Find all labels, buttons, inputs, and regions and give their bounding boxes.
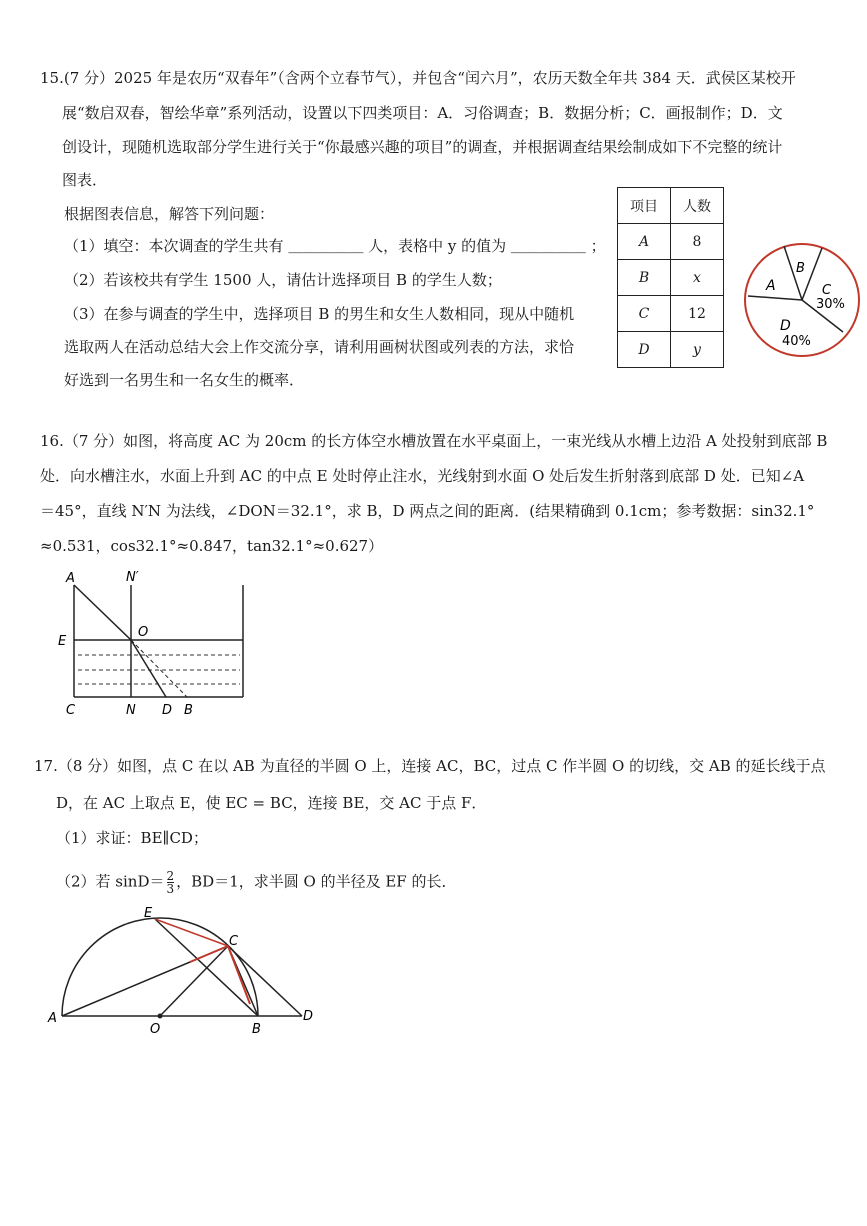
pie-label-b: B bbox=[796, 261, 805, 276]
label-b: B bbox=[184, 703, 193, 718]
semicircle bbox=[62, 918, 258, 1016]
q17-part-2-suffix: ，BD＝1，求半圆 O 的半径及 EF 的长． bbox=[176, 872, 457, 891]
q16-line-2: 处．向水槽注水，水面上升到 AC 的中点 E 处时停止注水，光线射到水面 O 处后发生折射落到底部 D 处．已知∠A bbox=[40, 467, 805, 485]
table-cell: y bbox=[671, 332, 724, 368]
label-e: E bbox=[58, 634, 67, 649]
q16-line-4: ≈0.531，cos32.1°≈0.847，tan32.1°≈0.627） bbox=[40, 537, 384, 555]
table-cell: C bbox=[618, 296, 671, 332]
fraction-denominator: 3 bbox=[166, 882, 175, 896]
label-c: C bbox=[66, 703, 76, 718]
label-a: A bbox=[66, 571, 75, 586]
table-cell: 8 bbox=[671, 224, 724, 260]
q15-line-1: 15.(7 分）2025 年是农历“双春年”（含两个立春节气），并包含“闰六月”，农历天数全年共 384 天．武侯区某校开 bbox=[40, 69, 796, 87]
label-o: O bbox=[138, 625, 149, 640]
label-d: D bbox=[162, 703, 173, 718]
q16-line-1: 16.（7 分）如图，将高度 AC 为 20cm 的长方体空水槽放置在水平桌面上，一束光线从水槽上边沿 A 处投射到底部 B bbox=[40, 432, 828, 450]
table-cell: 12 bbox=[671, 296, 724, 332]
pie-label-a: A bbox=[766, 278, 776, 294]
table-cell: B bbox=[618, 260, 671, 296]
red-segment bbox=[228, 946, 250, 1004]
segment-be bbox=[155, 919, 258, 1016]
label-c: C bbox=[229, 934, 239, 949]
q17-part-1: （1）求证：BE∥CD； bbox=[56, 829, 208, 847]
table-cell: A bbox=[618, 224, 671, 260]
label-n: N bbox=[126, 703, 136, 718]
q15-line-3: 创设计，现随机选取部分学生进行关于“你最感兴趣的项目”的调查，并根据调查结果绘制成如下不完整的统计 bbox=[62, 138, 783, 156]
q15-part-1: （1）填空：本次调查的学生共有 ＿＿＿＿＿ 人，表格中 y 的值为 ＿＿＿＿＿ ； bbox=[64, 237, 606, 255]
q15-line-9: 选取两人在活动总结大会上作交流分享，请利用画树状图或列表的方法，求恰 bbox=[64, 338, 575, 356]
q15-line-4: 图表． bbox=[62, 171, 108, 189]
label-a: A bbox=[48, 1011, 57, 1026]
q15-part-3: （3）在参与调查的学生中，选择项目 B 的男生和女生人数相同，现从中随机 bbox=[64, 305, 575, 323]
q15-part-2: （2）若该校共有学生 1500 人，请估计选择项目 B 的学生人数； bbox=[64, 271, 502, 289]
label-e: E bbox=[144, 906, 153, 921]
label-o: O bbox=[150, 1022, 161, 1037]
label-d: D bbox=[303, 1009, 314, 1024]
table-header-count: 人数 bbox=[671, 188, 724, 224]
table-cell: x bbox=[671, 260, 724, 296]
table-header-item: 项目 bbox=[618, 188, 671, 224]
label-b: B bbox=[252, 1022, 261, 1037]
pie-label-c: C bbox=[822, 283, 832, 298]
q17-part-2-prefix: （2）若 sinD＝ bbox=[56, 872, 165, 891]
label-n-prime: N′ bbox=[126, 570, 139, 585]
q15-line-10: 好选到一名男生和一名女生的概率． bbox=[64, 371, 305, 389]
q16-line-3: ＝45°，直线 N′N 为法线，∠DON＝32.1°，求 B，D 两点之间的距离．(结果精确到 0.1cm；参考数据：sin32.1° bbox=[40, 502, 815, 520]
table-cell: D bbox=[618, 332, 671, 368]
pie-pct-c: 30% bbox=[816, 297, 845, 312]
red-segment bbox=[190, 946, 228, 962]
q17-line-1: 17.（8 分）如图，点 C 在以 AB 为直径的半圆 O 上，连接 AC，BC，过点 C 作半圆 O 的切线，交 AB 的延长线于点 bbox=[34, 757, 826, 775]
pie-pct-d: 40% bbox=[782, 334, 811, 349]
q17-line-2: D，在 AC 上取点 E，使 EC = BC，连接 BE，交 AC 于点 F． bbox=[56, 794, 487, 812]
q15-line-2: 展“数启双春，智绘华章”系列活动，设置以下四类项目：A．习俗调查；B．数据分析；C．画报制作；D．文 bbox=[62, 104, 783, 122]
tangent-cd bbox=[228, 946, 302, 1016]
fraction-numerator: 2 bbox=[166, 869, 175, 883]
q15-line-5: 根据图表信息，解答下列问题： bbox=[64, 205, 275, 223]
center-point bbox=[158, 1014, 163, 1019]
pie-label-d: D bbox=[780, 318, 791, 334]
